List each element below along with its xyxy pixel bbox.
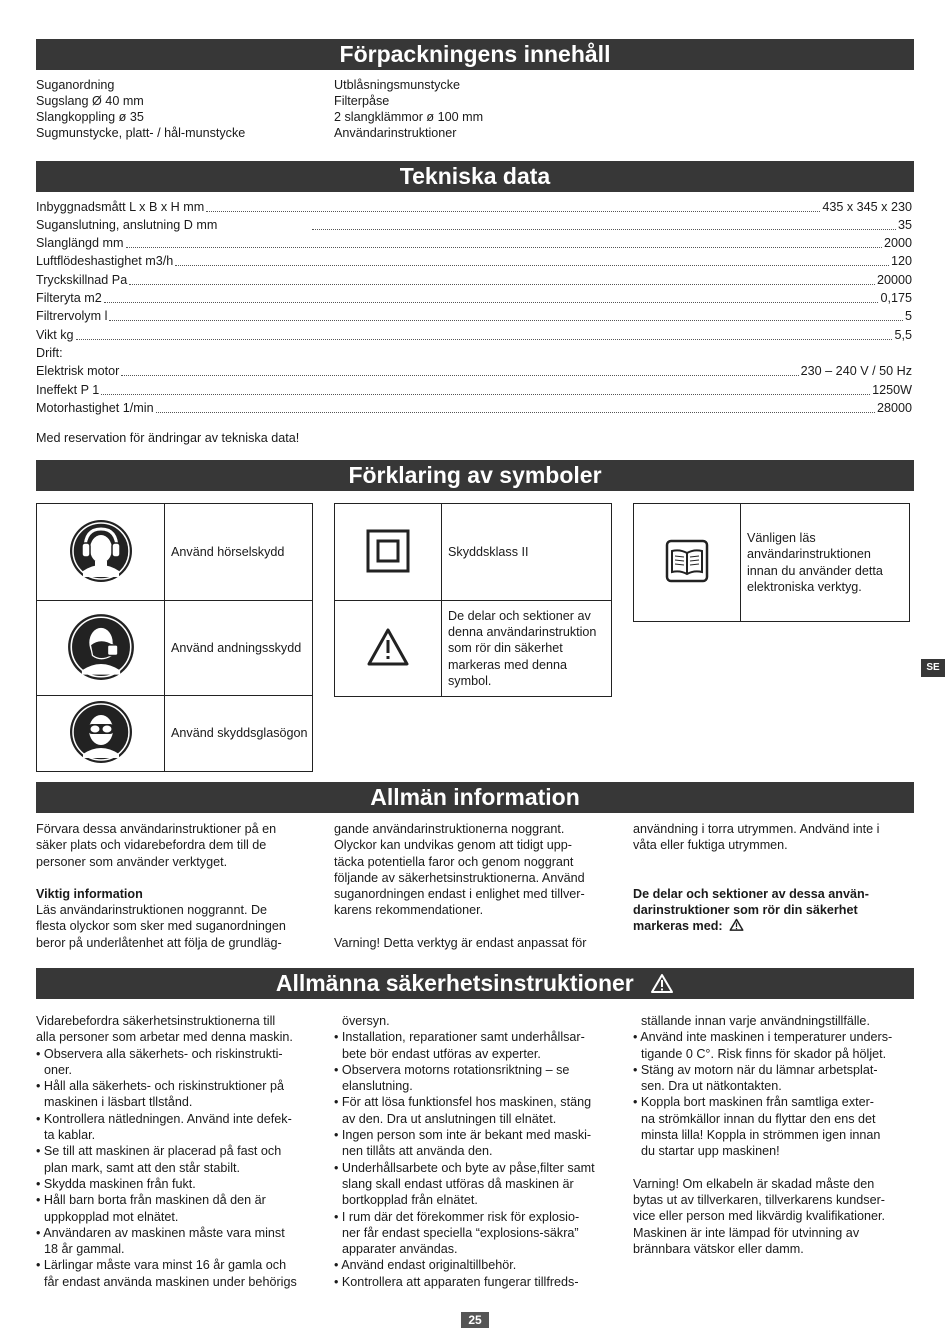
tech-row: Vikt kg 5,5: [36, 328, 912, 342]
safety-col-3: [633, 1013, 923, 1257]
symbols-table-ppe: [36, 503, 313, 772]
list-item: • Se till att maskinen är placerad på fast och plan mark, samt att den står stabilt.: [36, 1144, 282, 1175]
safety-heading: [36, 968, 914, 999]
list-item: • Användaren av maskinen måste vara minst 18 år gammal.: [36, 1225, 285, 1257]
warning-cell: [335, 601, 442, 697]
list-item: • Kontrollera att apparaten fungerar tillfreds-: [334, 1274, 579, 1289]
hearing-protection-icon: [69, 519, 133, 583]
goggles-cell: [37, 696, 165, 772]
important-heading: Viktig information: [36, 886, 143, 901]
manual-text: Vänligen läs användarinstruktionen innan du använder detta elektroniska verktyg.: [741, 504, 910, 622]
tech-row: Inbyggnadsmått L x B x H mm 435 x 345 x 230: [36, 200, 912, 214]
contents-left-4: Sugmunstycke, platt- / hål-munstycke: [36, 126, 246, 140]
general-line: personer som använder verktyget.: [36, 854, 228, 869]
safety-intro: alla personer som arbetar med denna maskin.: [36, 1030, 293, 1045]
tech-row: Elektrisk motor 230 – 240 V / 50 Hz: [36, 364, 912, 378]
contents-right-2: Filterpåse: [334, 94, 390, 108]
safety-intro: Vidarebefordra säkerhetsinstruktionerna till: [36, 1014, 276, 1028]
general-line: gande användarinstruktionerna noggrant.: [334, 822, 565, 836]
safety-warning-line: Varning! Om elkabeln är skadad måste den: [633, 1176, 875, 1191]
general-line: karens rekommendationer.: [334, 903, 484, 918]
list-item: • Håll alla säkerhets- och riskinstruktioner på maskinen i läsbart tllstånd.: [36, 1079, 284, 1110]
list-item: • Använd inte maskinen i temperaturer unders- tigande 0 C°. Risk finns för skador på höljet.: [633, 1030, 893, 1061]
safety-warning-line: Maskinen är inte lämpad för utvinning av: [633, 1225, 860, 1240]
protection-class-ii-icon: [366, 529, 410, 573]
general-col-2: [334, 821, 619, 951]
contents-right-4: Användarinstruktioner: [334, 126, 457, 140]
tech-row: Filtrervolym l 5: [36, 309, 912, 323]
general-line: användning i torra utrymmen. Andvänd inte i: [633, 822, 880, 836]
tech-row: Filteryta m2 0,175: [36, 291, 912, 305]
general-line: våta eller fuktiga utrymmen.: [633, 838, 788, 853]
general-line: Läs användarinstruktionen noggrannt. De: [36, 903, 268, 918]
tech-heading: Tekniska data: [36, 161, 914, 192]
list-item: • Ingen person som inte är bekant med maski- nen tillåts att använda den.: [334, 1128, 592, 1159]
page-number: 25: [461, 1312, 489, 1328]
general-line: beror på underlåtenhet att följa de grundläg-: [36, 935, 282, 950]
tech-row: Motorhastighet 1/min 28000: [36, 401, 912, 415]
symbols-heading: Förklaring av symboler: [36, 460, 914, 491]
safety-warning-line: brännbara vätskor eller damm.: [633, 1241, 804, 1256]
list-item: • Underhållsarbete och byte av påse,filter samt slang skall endast utföras då maskinen är bortkopplad från elnätet.: [334, 1160, 595, 1208]
safety-col-1: [36, 1013, 326, 1290]
general-line: täcka potentiella faror och genom noggrant: [334, 854, 574, 869]
general-line: följande av säkerhetsinstruktionerna. Använd: [334, 870, 585, 885]
safety-col-2: [334, 1013, 624, 1290]
list-item: • Skydda maskinen från fukt.: [36, 1176, 196, 1191]
contents-right-1: Utblåsningsmunstycke: [334, 78, 460, 92]
safety-warning-line: bytas ut av tillverkaren, tillverkarens kundser-: [633, 1192, 885, 1207]
warning-triangle-icon: [366, 627, 410, 667]
tech-note: Med reservation för ändringar av tekniska data!: [36, 431, 300, 445]
warning-icon: [729, 918, 744, 931]
list-item: • Stäng av motorn när du lämnar arbetsplat- sen. Dra ut nätkontakten.: [633, 1062, 878, 1094]
contents-left-1: Suganordning: [36, 78, 115, 92]
general-line: säker plats och vidarebefordra dem till de: [36, 838, 267, 853]
respirator-text: Använd andningsskydd: [165, 601, 313, 696]
general-warning: Varning! Detta verktyg är endast anpassat för: [334, 935, 587, 950]
general-line: Förvara dessa användarinstruktioner på en: [36, 822, 277, 836]
list-item: • Använd endast originaltillbehör.: [334, 1258, 517, 1273]
tech-drive-label: Drift:: [36, 346, 63, 360]
list-item: • Installation, reparationer samt underhållsar- bete bör endast utföras av experter.: [334, 1030, 585, 1061]
contents-left-2: Sugslang Ø 40 mm: [36, 94, 144, 108]
general-col-1: [36, 821, 321, 951]
list-item: • I rum där det förekommer risk för explosio- ner får endast speciella “explosions-säkra” apparater användas.: [334, 1209, 580, 1257]
hearing-protection-text: Använd hörselskydd: [165, 504, 313, 601]
language-tab: SE: [921, 659, 945, 677]
symbols-table-class: [334, 503, 612, 697]
contents-right-3: 2 slangklämmor ø 100 mm: [334, 110, 484, 124]
list-item: • Kontrollera nätledningen. Använd inte defek- ta kablar.: [36, 1111, 292, 1143]
manual-cell: [634, 504, 741, 622]
list-item: • Observera motorns rotationsriktning – se elanslutning.: [334, 1062, 570, 1094]
respirator-cell: [37, 601, 165, 696]
class2-text: Skyddsklass II: [442, 504, 612, 601]
general-bold-line: markeras med:: [633, 918, 918, 934]
tech-row: Ineffekt P 1 1250W: [36, 383, 912, 397]
class2-cell: [335, 504, 442, 601]
tech-row: Slanglängd mm 2000: [36, 236, 912, 250]
list-item: • Observera alla säkerhets- och riskinstrukti- oner.: [36, 1046, 283, 1077]
contents-heading: Förpackningens innehåll: [36, 39, 914, 70]
tech-row: Luftflödeshastighet m3/h 120: [36, 254, 912, 268]
general-line: Olyckor kan undvikas genom att tidigt upp-: [334, 838, 573, 853]
safety-continued: översyn.: [342, 1014, 390, 1028]
safety-warning-line: vice eller person med likvärdig kvalifikationer.: [633, 1209, 885, 1224]
list-item: • Håll barn borta från maskinen då den är uppkopplad mot elnätet.: [36, 1193, 266, 1224]
general-heading: Allmän information: [36, 782, 914, 813]
contents-left-3: Slangkoppling ø 35: [36, 110, 144, 124]
general-line: suganordningen endast i enlighet med tillver-: [334, 887, 585, 902]
general-col-3: [633, 821, 918, 934]
safety-continued: ställande innan varje användningstillfälle.: [641, 1014, 870, 1028]
respirator-icon: [67, 613, 135, 681]
goggles-text: Använd skyddsglasögon: [165, 696, 313, 772]
safety-heading-text: Allmänna säkerhetsinstruktioner: [275, 970, 634, 996]
list-item: • Lärlingar måste vara minst 16 år gamla och får endast använda maskinen under behörigs: [36, 1258, 297, 1289]
tech-row: Tryckskillnad Pa 20000: [36, 273, 912, 287]
general-bold-line: darinstruktioner som rör din säkerhet: [633, 902, 858, 917]
warning-text: De delar och sektioner av denna användarinstruktion som rör din säkerhet markeras med denna symbol.: [442, 601, 612, 697]
list-item: • Koppla bort maskinen från samtliga exter- na strömkällor innan du flyttar den ens det minsta lilla! Koppla in strömmen igen innan du startar upp maskinen!: [633, 1095, 881, 1159]
warning-icon: [650, 973, 674, 993]
symbols-table-manual: [633, 503, 910, 622]
list-item: • För att lösa funktionsfel hos maskinen, stäng av den. Dra ut anslutningen till elnätet.: [334, 1095, 592, 1126]
safety-goggles-icon: [69, 700, 133, 764]
read-manual-icon: [665, 539, 709, 583]
hearing-protection-cell: [37, 504, 165, 601]
tech-row: Suganslutning, anslutning D mm 35: [36, 218, 912, 232]
general-bold-line: De delar och sektioner av dessa använ-: [633, 886, 869, 901]
general-line: flesta olyckor som sker med suganordningen: [36, 919, 286, 934]
